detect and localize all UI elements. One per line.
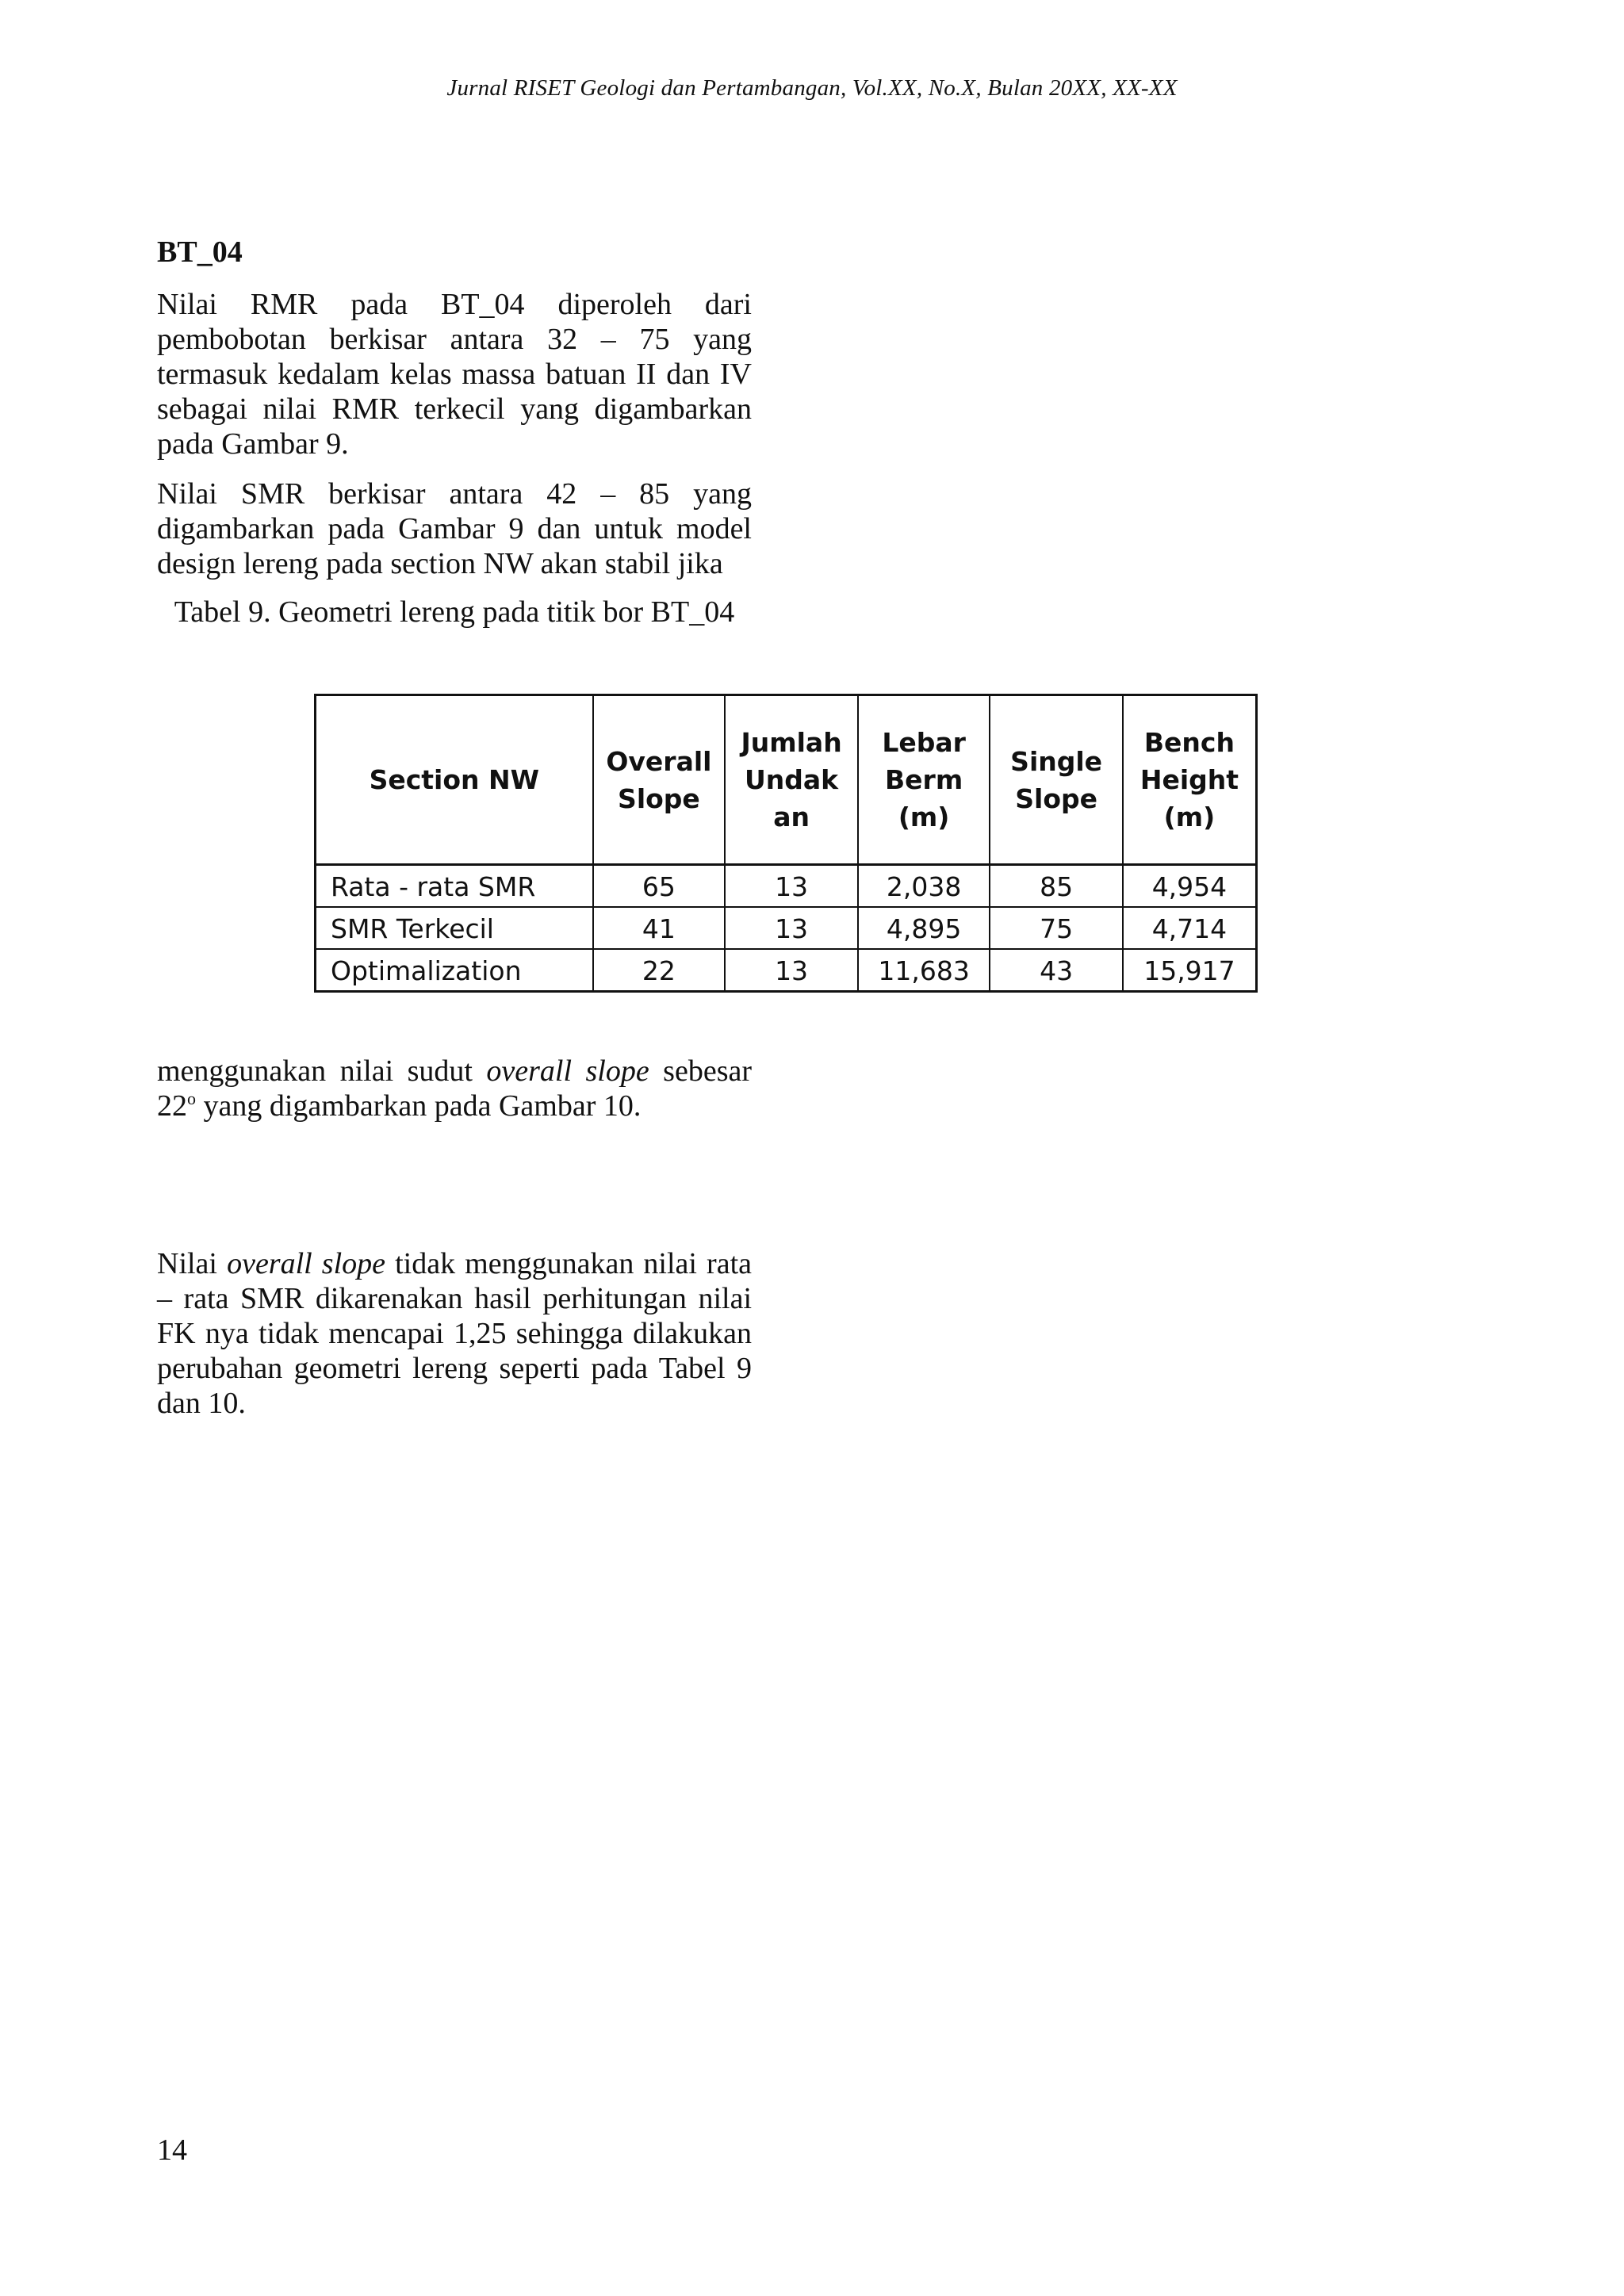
cell-overall-slope: 22	[593, 949, 726, 992]
header-line: Height	[1139, 764, 1239, 795]
row-label: Rata - rata SMR	[316, 865, 593, 908]
header-line: (m)	[898, 802, 950, 832]
paragraph-smr-text: Nilai SMR berkisar antara 42 – 85 yang digambarkan pada Gambar 9 dan untuk model design lereng pada section NW akan stabil jika	[157, 477, 752, 580]
header-line: Slope	[618, 783, 700, 814]
header-bench-height	[1123, 695, 1257, 865]
header-line: Overall	[606, 745, 712, 777]
degree-superscript: o	[187, 1089, 196, 1108]
header-line: Lebar	[882, 727, 966, 758]
cell-bench-height: 4,714	[1123, 907, 1257, 949]
cell-jumlah-undakan: 13	[725, 865, 858, 908]
paragraph-rmr-text: Nilai RMR pada BT_04 diperoleh dari pembobotan berkisar antara 32 – 75 yang termasuk kedalam kelas massa batuan II dan IV sebagai nilai RMR terkecil yang digambarkan pada Gambar 9.	[157, 288, 752, 461]
cell-lebar-berm: 2,038	[858, 865, 990, 908]
cell-jumlah-undakan: 13	[725, 949, 858, 992]
header-overall-slope	[593, 695, 726, 865]
paragraph-overall-slope	[157, 1054, 752, 1123]
cell-jumlah-undakan: 13	[725, 907, 858, 949]
table-row	[316, 907, 1257, 949]
italic-term: overall slope	[486, 1054, 649, 1088]
header-line: Single	[1010, 745, 1103, 777]
cell-lebar-berm: 11,683	[858, 949, 990, 992]
header-lebar-berm	[858, 695, 990, 865]
header-line: an	[773, 802, 810, 832]
table-row	[316, 865, 1257, 908]
cell-single-slope: 43	[990, 949, 1123, 992]
row-label: SMR Terkecil	[316, 907, 593, 949]
text-run: tidak menggunakan nilai rata – rata SMR dikarenakan hasil perhitungan nilai FK nya tidak mencapai 1,25 sehingga dilakukan perubahan geometri lereng seperti pada Tabel 9 dan 10.	[157, 1247, 752, 1420]
paragraph-fk-text	[157, 1246, 752, 1421]
header-section-text: Section NW	[369, 764, 540, 795]
cell-bench-height: 15,917	[1123, 949, 1257, 992]
table-row	[316, 949, 1257, 992]
slope-geometry-table	[314, 694, 1258, 993]
paragraph-rmr	[157, 287, 752, 461]
cell-lebar-berm: 4,895	[858, 907, 990, 949]
header-single-slope	[990, 695, 1123, 865]
header-line: Berm	[885, 764, 963, 795]
italic-term: overall slope	[227, 1247, 386, 1280]
row-label: Optimalization	[316, 949, 593, 992]
header-line: (m)	[1163, 802, 1216, 832]
cell-bench-height: 4,954	[1123, 865, 1257, 908]
page-number: 14	[157, 2133, 187, 2167]
cell-single-slope: 85	[990, 865, 1123, 908]
table-header-row	[316, 695, 1257, 865]
header-line: Jumlah	[741, 727, 842, 758]
cell-overall-slope: 41	[593, 907, 726, 949]
paragraph-smr	[157, 476, 752, 581]
cell-single-slope: 75	[990, 907, 1123, 949]
paragraph-overall-slope-text	[157, 1054, 752, 1123]
text-run: menggunakan nilai sudut	[157, 1054, 487, 1088]
paragraph-fk	[157, 1246, 752, 1421]
table-caption: Tabel 9. Geometri lereng pada titik bor BT_04	[174, 595, 735, 629]
cell-overall-slope: 65	[593, 865, 726, 908]
header-section	[316, 695, 593, 865]
header-line: Bench	[1143, 727, 1235, 758]
text-run: sebesar 22	[157, 1054, 752, 1123]
text-run: yang digambarkan pada Gambar 10.	[196, 1089, 642, 1123]
header-line: Slope	[1015, 783, 1097, 814]
header-line: Undak	[745, 764, 839, 795]
journal-header: Jurnal RISET Geologi dan Pertambangan, Vol.XX, No.X, Bulan 20XX, XX-XX	[446, 75, 1178, 101]
header-jumlah-undakan	[725, 695, 858, 865]
text-run: Nilai	[157, 1247, 228, 1280]
section-heading: BT_04	[157, 235, 243, 269]
